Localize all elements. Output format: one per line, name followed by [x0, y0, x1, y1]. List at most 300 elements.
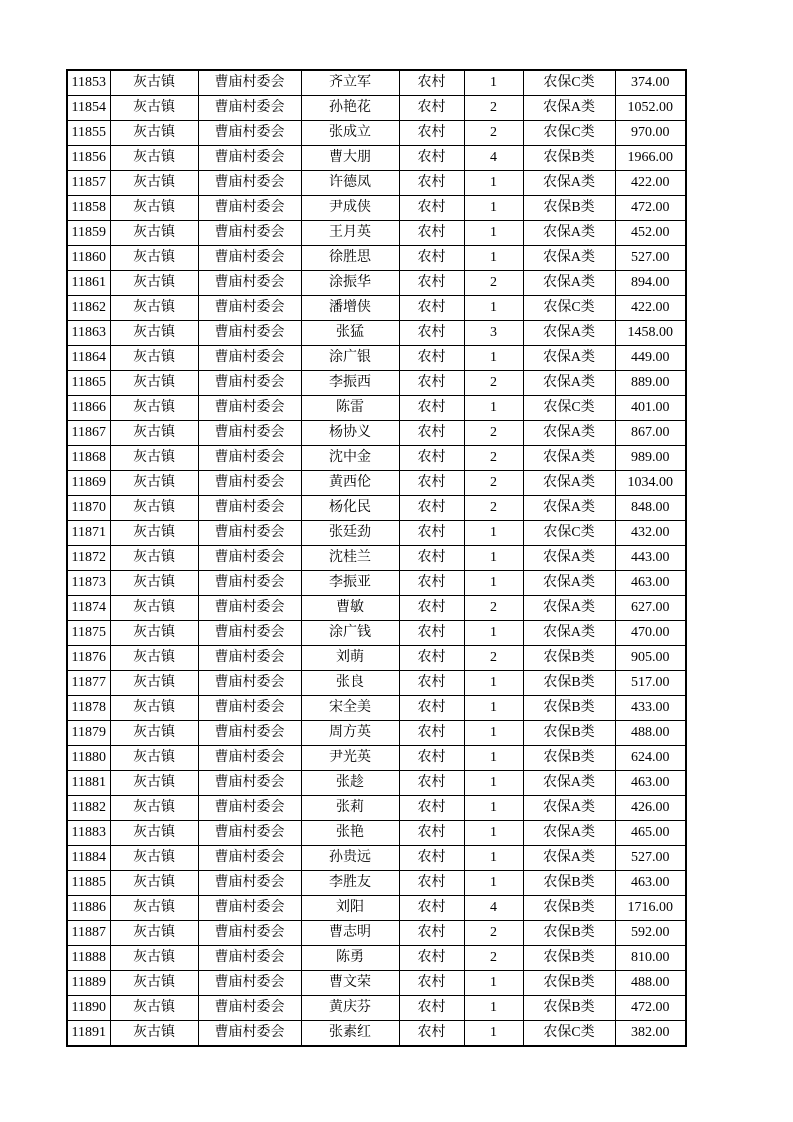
table-cell-id: 11876	[67, 646, 110, 671]
table-cell-category: 农保C类	[523, 121, 615, 146]
table-cell-name: 涂振华	[301, 271, 399, 296]
table-cell-town: 灰古镇	[110, 221, 198, 246]
table-cell-area-type: 农村	[399, 221, 464, 246]
table-cell-id: 11881	[67, 771, 110, 796]
table-cell-name: 李振西	[301, 371, 399, 396]
table-row	[67, 371, 686, 396]
table-cell-town: 灰古镇	[110, 296, 198, 321]
table-cell-town: 灰古镇	[110, 546, 198, 571]
table-cell-id: 11853	[67, 70, 110, 96]
table-cell-village: 曹庙村委会	[198, 196, 301, 221]
table-cell-village: 曹庙村委会	[198, 871, 301, 896]
table-cell-area-type: 农村	[399, 146, 464, 171]
table-cell-amount: 463.00	[615, 871, 686, 896]
table-row	[67, 246, 686, 271]
table-cell-person-count: 2	[464, 496, 523, 521]
table-cell-name: 张猛	[301, 321, 399, 346]
table-cell-category: 农保A类	[523, 771, 615, 796]
table-cell-town: 灰古镇	[110, 771, 198, 796]
table-cell-name: 黄庆芬	[301, 996, 399, 1021]
table-cell-person-count: 1	[464, 521, 523, 546]
table-row	[67, 271, 686, 296]
table-cell-name: 陈勇	[301, 946, 399, 971]
table-cell-amount: 1458.00	[615, 321, 686, 346]
table-cell-town: 灰古镇	[110, 346, 198, 371]
table-row	[67, 596, 686, 621]
table-cell-town: 灰古镇	[110, 971, 198, 996]
table-cell-amount: 463.00	[615, 771, 686, 796]
table-row	[67, 1021, 686, 1047]
table-row	[67, 771, 686, 796]
table-row	[67, 121, 686, 146]
table-cell-town: 灰古镇	[110, 371, 198, 396]
table-row	[67, 871, 686, 896]
table-cell-area-type: 农村	[399, 346, 464, 371]
table-cell-category: 农保A类	[523, 171, 615, 196]
table-cell-village: 曹庙村委会	[198, 146, 301, 171]
table-cell-category: 农保A类	[523, 496, 615, 521]
table-cell-category: 农保A类	[523, 846, 615, 871]
table-row	[67, 746, 686, 771]
table-row	[67, 971, 686, 996]
table-cell-amount: 433.00	[615, 696, 686, 721]
table-cell-person-count: 1	[464, 171, 523, 196]
table-cell-area-type: 农村	[399, 546, 464, 571]
table-cell-area-type: 农村	[399, 421, 464, 446]
table-cell-person-count: 1	[464, 196, 523, 221]
table-cell-person-count: 2	[464, 921, 523, 946]
table-row	[67, 671, 686, 696]
table-cell-town: 灰古镇	[110, 96, 198, 121]
table-cell-name: 齐立军	[301, 70, 399, 96]
table-row	[67, 346, 686, 371]
table-cell-category: 农保B类	[523, 646, 615, 671]
table-cell-area-type: 农村	[399, 821, 464, 846]
table-cell-id: 11878	[67, 696, 110, 721]
table-cell-village: 曹庙村委会	[198, 696, 301, 721]
table-cell-town: 灰古镇	[110, 621, 198, 646]
table-cell-village: 曹庙村委会	[198, 221, 301, 246]
table-cell-area-type: 农村	[399, 196, 464, 221]
table-cell-person-count: 1	[464, 796, 523, 821]
table-cell-category: 农保A类	[523, 221, 615, 246]
table-cell-town: 灰古镇	[110, 271, 198, 296]
table-cell-town: 灰古镇	[110, 896, 198, 921]
table-cell-amount: 527.00	[615, 846, 686, 871]
table-cell-person-count: 1	[464, 771, 523, 796]
table-cell-amount: 848.00	[615, 496, 686, 521]
benefits-table	[66, 69, 687, 1047]
table-row	[67, 796, 686, 821]
table-cell-category: 农保A类	[523, 546, 615, 571]
table-cell-person-count: 1	[464, 70, 523, 96]
table-cell-name: 曹志明	[301, 921, 399, 946]
table-cell-area-type: 农村	[399, 871, 464, 896]
table-row	[67, 996, 686, 1021]
table-cell-name: 李胜友	[301, 871, 399, 896]
table-cell-amount: 624.00	[615, 746, 686, 771]
table-cell-area-type: 农村	[399, 271, 464, 296]
table-cell-area-type: 农村	[399, 996, 464, 1021]
table-cell-category: 农保C类	[523, 521, 615, 546]
table-cell-village: 曹庙村委会	[198, 746, 301, 771]
table-cell-id: 11856	[67, 146, 110, 171]
table-cell-id: 11858	[67, 196, 110, 221]
table-cell-person-count: 2	[464, 471, 523, 496]
table-row	[67, 621, 686, 646]
table-cell-category: 农保B类	[523, 671, 615, 696]
table-row	[67, 721, 686, 746]
table-cell-name: 许德凤	[301, 171, 399, 196]
table-cell-town: 灰古镇	[110, 696, 198, 721]
table-cell-area-type: 农村	[399, 471, 464, 496]
table-cell-category: 农保B类	[523, 196, 615, 221]
table-cell-area-type: 农村	[399, 396, 464, 421]
table-cell-person-count: 1	[464, 246, 523, 271]
table-cell-category: 农保B类	[523, 746, 615, 771]
table-cell-amount: 867.00	[615, 421, 686, 446]
table-cell-category: 农保A类	[523, 346, 615, 371]
table-cell-area-type: 农村	[399, 321, 464, 346]
table-cell-village: 曹庙村委会	[198, 646, 301, 671]
table-cell-name: 王月英	[301, 221, 399, 246]
table-cell-amount: 401.00	[615, 396, 686, 421]
table-cell-category: 农保A类	[523, 596, 615, 621]
table-cell-id: 11866	[67, 396, 110, 421]
table-cell-name: 涂广银	[301, 346, 399, 371]
table-cell-area-type: 农村	[399, 121, 464, 146]
table-cell-person-count: 1	[464, 846, 523, 871]
table-cell-area-type: 农村	[399, 796, 464, 821]
table-cell-id: 11872	[67, 546, 110, 571]
table-cell-category: 农保A类	[523, 321, 615, 346]
table-cell-area-type: 农村	[399, 621, 464, 646]
table-cell-area-type: 农村	[399, 921, 464, 946]
table-cell-id: 11868	[67, 446, 110, 471]
table-cell-id: 11873	[67, 571, 110, 596]
table-cell-village: 曹庙村委会	[198, 621, 301, 646]
table-cell-amount: 472.00	[615, 996, 686, 1021]
table-row	[67, 946, 686, 971]
table-cell-id: 11864	[67, 346, 110, 371]
table-cell-id: 11870	[67, 496, 110, 521]
table-cell-category: 农保A类	[523, 821, 615, 846]
table-cell-person-count: 1	[464, 296, 523, 321]
table-cell-name: 孙贵远	[301, 846, 399, 871]
table-row	[67, 146, 686, 171]
table-cell-person-count: 1	[464, 746, 523, 771]
table-cell-amount: 449.00	[615, 346, 686, 371]
table-cell-amount: 894.00	[615, 271, 686, 296]
table-cell-person-count: 4	[464, 146, 523, 171]
table-cell-village: 曹庙村委会	[198, 346, 301, 371]
table-cell-town: 灰古镇	[110, 396, 198, 421]
table-cell-name: 张艳	[301, 821, 399, 846]
table-cell-amount: 488.00	[615, 971, 686, 996]
table-cell-id: 11854	[67, 96, 110, 121]
table-cell-id: 11890	[67, 996, 110, 1021]
table-cell-town: 灰古镇	[110, 321, 198, 346]
table-cell-area-type: 农村	[399, 596, 464, 621]
table-row	[67, 321, 686, 346]
table-cell-person-count: 2	[464, 121, 523, 146]
table-cell-town: 灰古镇	[110, 146, 198, 171]
table-cell-person-count: 1	[464, 346, 523, 371]
table-cell-area-type: 农村	[399, 371, 464, 396]
table-cell-person-count: 1	[464, 546, 523, 571]
table-cell-village: 曹庙村委会	[198, 271, 301, 296]
table-cell-id: 11861	[67, 271, 110, 296]
table-cell-area-type: 农村	[399, 746, 464, 771]
table-cell-amount: 426.00	[615, 796, 686, 821]
table-cell-id: 11886	[67, 896, 110, 921]
table-cell-amount: 889.00	[615, 371, 686, 396]
table-cell-category: 农保B类	[523, 996, 615, 1021]
table-cell-town: 灰古镇	[110, 796, 198, 821]
table-cell-person-count: 1	[464, 221, 523, 246]
table-cell-person-count: 1	[464, 696, 523, 721]
table-cell-area-type: 农村	[399, 946, 464, 971]
table-cell-person-count: 1	[464, 721, 523, 746]
table-cell-amount: 432.00	[615, 521, 686, 546]
table-cell-village: 曹庙村委会	[198, 846, 301, 871]
table-cell-amount: 422.00	[615, 171, 686, 196]
table-cell-name: 张趁	[301, 771, 399, 796]
table-cell-village: 曹庙村委会	[198, 971, 301, 996]
table-cell-area-type: 农村	[399, 521, 464, 546]
table-cell-name: 张成立	[301, 121, 399, 146]
table-cell-person-count: 1	[464, 671, 523, 696]
table-cell-id: 11888	[67, 946, 110, 971]
table-cell-town: 灰古镇	[110, 746, 198, 771]
table-cell-area-type: 农村	[399, 496, 464, 521]
table-cell-area-type: 农村	[399, 771, 464, 796]
table-cell-person-count: 1	[464, 871, 523, 896]
table-cell-category: 农保B类	[523, 721, 615, 746]
table-cell-village: 曹庙村委会	[198, 96, 301, 121]
table-cell-id: 11860	[67, 246, 110, 271]
table-cell-category: 农保C类	[523, 396, 615, 421]
table-cell-area-type: 农村	[399, 446, 464, 471]
table-cell-name: 张素红	[301, 1021, 399, 1047]
table-cell-amount: 1052.00	[615, 96, 686, 121]
table-cell-amount: 810.00	[615, 946, 686, 971]
table-cell-town: 灰古镇	[110, 70, 198, 96]
table-cell-village: 曹庙村委会	[198, 70, 301, 96]
table-cell-village: 曹庙村委会	[198, 596, 301, 621]
table-cell-town: 灰古镇	[110, 196, 198, 221]
table-cell-category: 农保C类	[523, 70, 615, 96]
table-cell-town: 灰古镇	[110, 671, 198, 696]
table-cell-category: 农保B类	[523, 871, 615, 896]
table-cell-area-type: 农村	[399, 70, 464, 96]
table-body	[67, 70, 686, 1046]
table-cell-name: 张莉	[301, 796, 399, 821]
table-cell-category: 农保B类	[523, 896, 615, 921]
table-cell-id: 11871	[67, 521, 110, 546]
table-cell-person-count: 2	[464, 271, 523, 296]
table-cell-id: 11879	[67, 721, 110, 746]
table-cell-category: 农保A类	[523, 471, 615, 496]
table-cell-amount: 627.00	[615, 596, 686, 621]
table-cell-amount: 422.00	[615, 296, 686, 321]
table-cell-town: 灰古镇	[110, 846, 198, 871]
table-cell-name: 张良	[301, 671, 399, 696]
table-cell-village: 曹庙村委会	[198, 371, 301, 396]
table-cell-area-type: 农村	[399, 721, 464, 746]
table-cell-village: 曹庙村委会	[198, 246, 301, 271]
table-cell-name: 徐胜思	[301, 246, 399, 271]
table-cell-name: 杨化民	[301, 496, 399, 521]
table-cell-id: 11875	[67, 621, 110, 646]
table-cell-amount: 592.00	[615, 921, 686, 946]
table-cell-area-type: 农村	[399, 696, 464, 721]
table-cell-village: 曹庙村委会	[198, 571, 301, 596]
table-cell-category: 农保B类	[523, 696, 615, 721]
table-cell-name: 尹光英	[301, 746, 399, 771]
table-cell-village: 曹庙村委会	[198, 121, 301, 146]
table-cell-id: 11884	[67, 846, 110, 871]
table-cell-town: 灰古镇	[110, 471, 198, 496]
table-cell-person-count: 2	[464, 96, 523, 121]
table-row	[67, 696, 686, 721]
table-cell-person-count: 1	[464, 621, 523, 646]
table-cell-amount: 517.00	[615, 671, 686, 696]
table-cell-id: 11889	[67, 971, 110, 996]
table-row	[67, 171, 686, 196]
table-cell-amount: 374.00	[615, 70, 686, 96]
table-cell-name: 潘增侠	[301, 296, 399, 321]
table-cell-category: 农保B类	[523, 146, 615, 171]
table-row	[67, 471, 686, 496]
table-cell-area-type: 农村	[399, 896, 464, 921]
table-cell-area-type: 农村	[399, 571, 464, 596]
table-cell-town: 灰古镇	[110, 1021, 198, 1047]
table-cell-category: 农保A类	[523, 621, 615, 646]
table-row	[67, 646, 686, 671]
table-cell-amount: 1716.00	[615, 896, 686, 921]
table-cell-category: 农保A类	[523, 96, 615, 121]
table-cell-town: 灰古镇	[110, 596, 198, 621]
table-cell-id: 11877	[67, 671, 110, 696]
table-cell-village: 曹庙村委会	[198, 821, 301, 846]
table-cell-area-type: 农村	[399, 296, 464, 321]
table-cell-town: 灰古镇	[110, 496, 198, 521]
table-cell-area-type: 农村	[399, 846, 464, 871]
table-cell-person-count: 4	[464, 896, 523, 921]
table-cell-town: 灰古镇	[110, 946, 198, 971]
table-row	[67, 546, 686, 571]
table-cell-area-type: 农村	[399, 171, 464, 196]
table-cell-name: 曹文荣	[301, 971, 399, 996]
table-cell-id: 11887	[67, 921, 110, 946]
table-cell-person-count: 2	[464, 446, 523, 471]
table-cell-village: 曹庙村委会	[198, 721, 301, 746]
table-cell-town: 灰古镇	[110, 921, 198, 946]
table-row	[67, 96, 686, 121]
table-cell-amount: 488.00	[615, 721, 686, 746]
table-row	[67, 70, 686, 96]
table-cell-id: 11874	[67, 596, 110, 621]
table-cell-amount: 463.00	[615, 571, 686, 596]
table-cell-category: 农保A类	[523, 571, 615, 596]
table-cell-name: 杨协义	[301, 421, 399, 446]
table-cell-id: 11883	[67, 821, 110, 846]
table-row	[67, 296, 686, 321]
table-cell-person-count: 2	[464, 946, 523, 971]
table-cell-amount: 472.00	[615, 196, 686, 221]
table-cell-village: 曹庙村委会	[198, 996, 301, 1021]
table-cell-village: 曹庙村委会	[198, 296, 301, 321]
table-cell-area-type: 农村	[399, 671, 464, 696]
table-cell-village: 曹庙村委会	[198, 896, 301, 921]
table-cell-amount: 905.00	[615, 646, 686, 671]
table-cell-town: 灰古镇	[110, 871, 198, 896]
table-cell-name: 陈雷	[301, 396, 399, 421]
table-cell-amount: 970.00	[615, 121, 686, 146]
table-cell-name: 曹大朋	[301, 146, 399, 171]
table-row	[67, 446, 686, 471]
table-cell-id: 11855	[67, 121, 110, 146]
table-cell-name: 周方英	[301, 721, 399, 746]
table-cell-village: 曹庙村委会	[198, 921, 301, 946]
table-row	[67, 821, 686, 846]
table-cell-person-count: 1	[464, 821, 523, 846]
table-cell-id: 11857	[67, 171, 110, 196]
table-cell-name: 宋全美	[301, 696, 399, 721]
table-cell-town: 灰古镇	[110, 446, 198, 471]
table-cell-name: 黄西伦	[301, 471, 399, 496]
table-row	[67, 521, 686, 546]
table-cell-category: 农保A类	[523, 371, 615, 396]
table-cell-category: 农保B类	[523, 921, 615, 946]
table-cell-person-count: 2	[464, 646, 523, 671]
table-cell-area-type: 农村	[399, 96, 464, 121]
table-cell-amount: 989.00	[615, 446, 686, 471]
table-cell-village: 曹庙村委会	[198, 471, 301, 496]
table-cell-village: 曹庙村委会	[198, 421, 301, 446]
table-cell-person-count: 2	[464, 596, 523, 621]
table-cell-name: 张廷劲	[301, 521, 399, 546]
table-cell-village: 曹庙村委会	[198, 171, 301, 196]
table-row	[67, 396, 686, 421]
table-cell-person-count: 1	[464, 1021, 523, 1047]
table-row	[67, 221, 686, 246]
table-cell-id: 11880	[67, 746, 110, 771]
table-cell-category: 农保A类	[523, 246, 615, 271]
table-cell-person-count: 1	[464, 971, 523, 996]
table-cell-name: 沈中金	[301, 446, 399, 471]
table-cell-town: 灰古镇	[110, 171, 198, 196]
table-cell-id: 11869	[67, 471, 110, 496]
table-cell-village: 曹庙村委会	[198, 521, 301, 546]
table-cell-town: 灰古镇	[110, 521, 198, 546]
table-row	[67, 846, 686, 871]
table-cell-amount: 527.00	[615, 246, 686, 271]
table-cell-category: 农保C类	[523, 296, 615, 321]
table-cell-amount: 382.00	[615, 1021, 686, 1047]
table-cell-id: 11865	[67, 371, 110, 396]
table-cell-person-count: 1	[464, 396, 523, 421]
table-row	[67, 921, 686, 946]
table-row	[67, 196, 686, 221]
table-cell-village: 曹庙村委会	[198, 546, 301, 571]
table-cell-amount: 465.00	[615, 821, 686, 846]
table-cell-id: 11863	[67, 321, 110, 346]
table-cell-name: 涂广钱	[301, 621, 399, 646]
table-cell-person-count: 3	[464, 321, 523, 346]
table-cell-id: 11882	[67, 796, 110, 821]
